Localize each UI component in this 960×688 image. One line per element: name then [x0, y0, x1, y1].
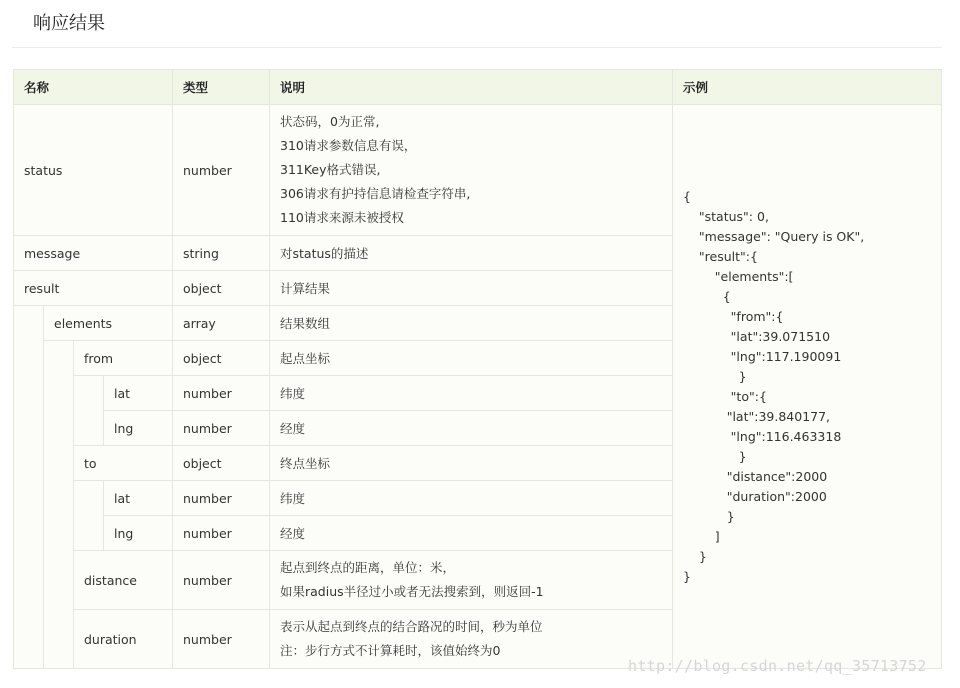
watermark: http://blog.csdn.net/qq_35713752	[628, 657, 927, 675]
desc-line: 310请求参数信息有误，	[280, 138, 417, 153]
field-desc: 结果数组	[270, 306, 673, 341]
header-desc: 说明	[270, 70, 673, 105]
example-cell	[673, 105, 942, 669]
desc-line: 起点到终点的距离，单位：米，	[280, 560, 456, 575]
header-name: 名称	[14, 70, 173, 105]
example-json: { "status": 0, "message": "Query is OK", "result":{ "elements":[ { "from":{ "lat":39.071510 "lng":117.190091 } "to":{ "lat":39.840177, "lng":116.463318 } "distance":2000 "duration":2000 } ] } }	[683, 188, 865, 584]
field-name: elements	[44, 306, 173, 341]
field-name: lng	[104, 516, 173, 551]
field-type: number	[173, 481, 270, 516]
field-name: from	[74, 341, 173, 376]
field-name: result	[14, 271, 173, 306]
response-fields-table	[13, 69, 942, 669]
indent-cell	[74, 376, 104, 446]
field-type: number	[173, 610, 270, 669]
title-divider	[12, 47, 942, 48]
desc-line: 状态码，0为正常,	[280, 114, 380, 129]
field-name: message	[14, 236, 173, 271]
table-row	[14, 105, 942, 236]
field-desc: 起点坐标	[270, 341, 673, 376]
field-name: distance	[74, 551, 173, 610]
field-desc: 经度	[270, 516, 673, 551]
field-desc	[270, 610, 673, 669]
field-desc: 对status的描述	[270, 236, 673, 271]
field-type: object	[173, 446, 270, 481]
desc-line: 306请求有护持信息请检查字符串,	[280, 186, 471, 201]
indent-cell	[14, 306, 44, 669]
field-name: lat	[104, 481, 173, 516]
field-type: string	[173, 236, 270, 271]
field-type: number	[173, 105, 270, 236]
field-type: number	[173, 376, 270, 411]
section-title: 响应结果	[33, 13, 105, 34]
field-name: duration	[74, 610, 173, 669]
header-example: 示例	[673, 70, 942, 105]
field-name: lng	[104, 411, 173, 446]
table-header-row	[14, 70, 942, 105]
field-desc	[270, 105, 673, 236]
field-desc: 纬度	[270, 481, 673, 516]
field-type: array	[173, 306, 270, 341]
desc-line: 311Key格式错误,	[280, 162, 381, 177]
field-name: lat	[104, 376, 173, 411]
field-type: number	[173, 516, 270, 551]
indent-cell	[74, 481, 104, 551]
field-desc: 终点坐标	[270, 446, 673, 481]
field-desc: 经度	[270, 411, 673, 446]
desc-line: 如果radius半径过小或者无法搜索到，则返回-1	[280, 584, 544, 599]
field-name: to	[74, 446, 173, 481]
field-type: number	[173, 411, 270, 446]
desc-line: 注：步行方式不计算耗时，该值始终为0	[280, 643, 501, 658]
indent-cell	[44, 341, 74, 669]
field-desc	[270, 551, 673, 610]
field-type: object	[173, 341, 270, 376]
field-name: status	[14, 105, 173, 236]
field-type: number	[173, 551, 270, 610]
field-desc: 纬度	[270, 376, 673, 411]
field-type: object	[173, 271, 270, 306]
field-desc: 计算结果	[270, 271, 673, 306]
desc-line: 表示从起点到终点的结合路况的时间，秒为单位	[280, 619, 543, 634]
header-type: 类型	[173, 70, 270, 105]
desc-line: 110请求来源未被授权	[280, 210, 404, 225]
